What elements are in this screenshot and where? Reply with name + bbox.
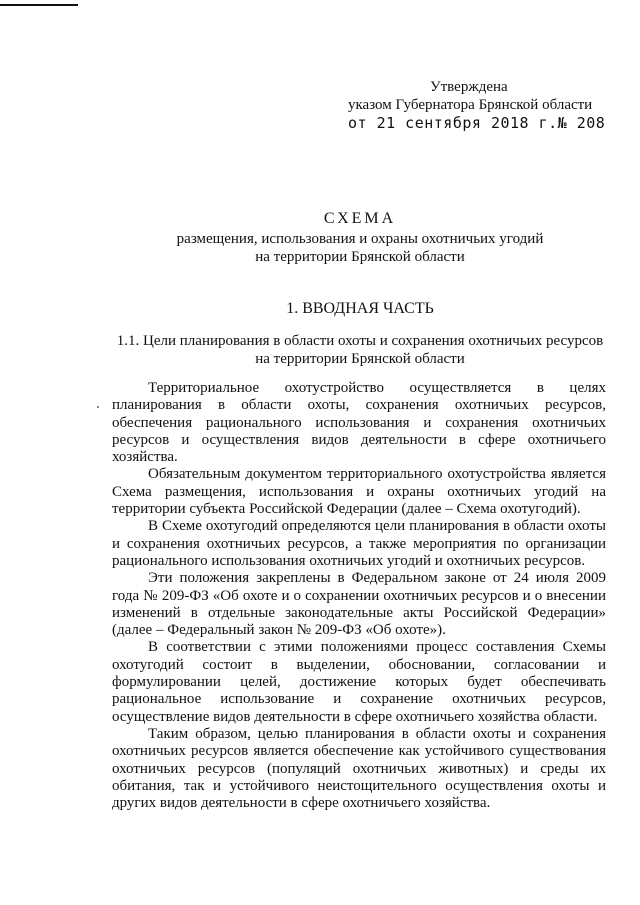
document-subtitle-line2: на территории Брянской области: [255, 249, 465, 265]
subsection-title-line1: 1.1. Цели планирования в области охоты и сохранения охотничьих ресурсов: [116, 333, 604, 349]
paragraph: Эти положения закреплены в Федеральном законе от 24 июля 2009 года № 209-ФЗ «Об охоте и о сохранении охотничьих ресурсов и о внесении изменений в отдельные законодательные акты Российской Федерации» (далее – Федеральный закон № 209-ФЗ «Об охоте»).: [112, 570, 606, 639]
document-title: СХЕМА: [323, 210, 397, 227]
scan-speck: [97, 406, 99, 408]
approval-date-number: от 21 сентября 2018 г.№ 208: [348, 114, 606, 132]
approval-decree: указом Губернатора Брянской области: [348, 97, 593, 113]
section-title: 1. ВВОДНАЯ ЧАСТЬ: [286, 300, 434, 317]
approval-block: [348, 78, 628, 132]
body-text: [112, 380, 606, 812]
paragraph: В соответствии с этими положениями процесс составления Схемы охотугодий состоит в выделении, обосновании, согласовании и формулировании целей, достижение которых будет обеспечивать рациональное использование и сохранение охотничьих ресурсов, осуществление видов деятельности в сфере охотничьего хозяйства области.: [112, 639, 606, 725]
paragraph: В Схеме охотугодий определяются цели планирования в области охоты и сохранения охотничьих ресурсов, а также мероприятия по организации рационального использования охотничьих угодий и охотничьих ресурсов.: [112, 518, 606, 569]
document-subtitle-line1: размещения, использования и охраны охотничьих угодий: [176, 231, 544, 247]
approval-label: Утверждена: [430, 79, 508, 95]
paragraph: Территориальное охотустройство осуществляется в целях планирования в области охоты, сохранения охотничьих ресурсов, обеспечения рационального использования и сохранения охотничьих ресурсов и осуществления видов деятельности в сфере охотничьего хозяйства.: [112, 380, 606, 466]
paragraph: Таким образом, целью планирования в области охоты и сохранения охотничьих ресурсов является обеспечение как устойчивого существования охотничьих ресурсов (популяций охотничьих животных) и среды их обитания, так и устойчивого неистощительного осуществления охоты и других видов деятельности в сфере охотничьего хозяйства.: [112, 725, 606, 812]
top-rule: [0, 4, 78, 6]
paragraph: Обязательным документом территориального охотустройства является Схема размещения, использования и охраны охотничьих угодий на территории субъекта Российской Федерации (далее – Схема охотугодий).: [112, 466, 606, 518]
subsection-title: [100, 332, 620, 368]
subsection-title-line2: на территории Брянской области: [255, 351, 465, 367]
